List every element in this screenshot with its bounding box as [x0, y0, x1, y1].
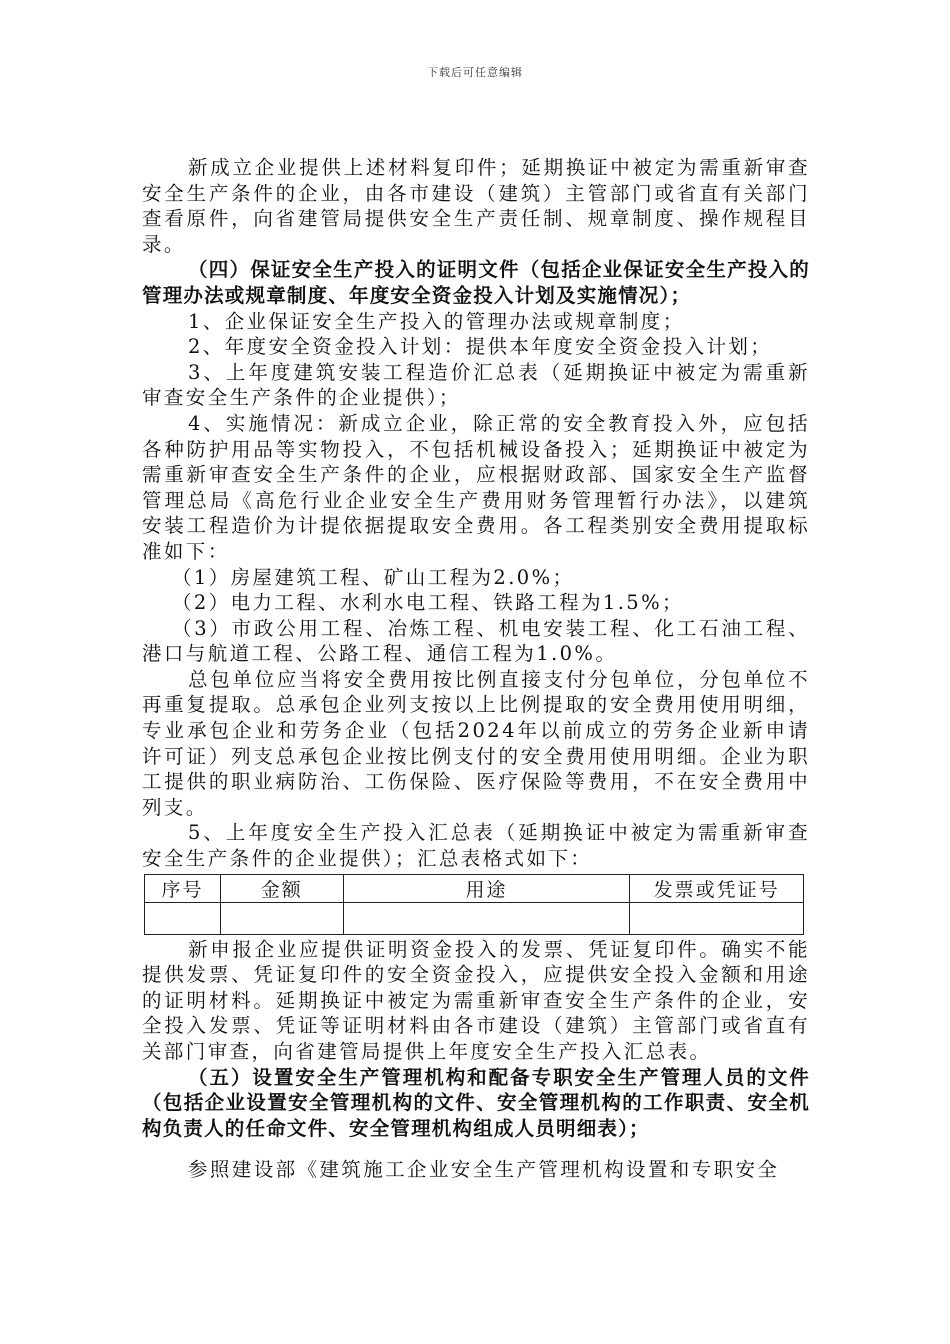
- table-header-row: [145, 874, 804, 902]
- column-header-purpose: 用途: [343, 874, 630, 902]
- rate-item-2: （2）电力工程、水利水电工程、铁路工程为1.5%；: [172, 591, 684, 615]
- table-cell: [343, 902, 630, 934]
- list-item-2: 2、年度安全资金投入计划：提供本年度安全资金投入计划；: [188, 335, 773, 359]
- column-header-amount: 金额: [220, 874, 343, 902]
- table-cell: [145, 902, 221, 934]
- heading-section-4: （四）保证安全生产投入的证明文件（包括企业保证安全生产投入的管理办法或规章制度、年度安全资金投入计划及实施情况）；: [142, 258, 810, 307]
- heading-section-5: （五）设置安全生产管理机构和配备专职安全生产管理人员的文件（包括企业设置安全管理机构的文件、安全管理机构的工作职责、安全机构负责人的任命文件、安全管理机构组成人员明细表）；: [142, 1065, 810, 1140]
- rate-item-1: （1）房屋建筑工程、矿山工程为2.0%；: [172, 565, 575, 589]
- document-body: [142, 155, 810, 1183]
- paragraph-new-applicants: 新申报企业应提供证明资金投入的发票、凭证复印件。确实不能提供发票、凭证复印件的安全资金投入，应提供安全投入金额和用途的证明材料。延期换证中被定为需重新审查安全生产条件的企业，安全投入发票、凭证等证明材料由各市建设（建筑）主管部门或省直有关部门审查，向省建管局提供上年度安全生产投入汇总表。: [142, 937, 810, 1063]
- list-item-5: 5、上年度安全生产投入汇总表（延期换证中被定为需重新审查安全生产条件的企业提供）；汇总表格式如下：: [142, 821, 810, 871]
- column-header-number: 序号: [145, 874, 221, 902]
- paragraph-subcontract: 总包单位应当将安全费用按比例直接支付分包单位，分包单位不再重复提取。总承包企业列支按以上比例提取的安全费用使用明细，专业承包企业和劳务企业（包括2024年以前成立的劳务企业新申请许可证）列支总承包企业按比例支付的安全费用使用明细。企业为职工提供的职业病防治、工伤保险、医疗保险等费用，不在安全费用中列支。: [142, 667, 810, 819]
- list-item-4: 4、实施情况：新成立企业，除正常的安全教育投入外，应包括各种防护用品等实物投入，不包括机械设备投入；延期换证中被定为需重新审查安全生产条件的企业，应根据财政部、国家安全生产监督管理总局《高危行业企业安全生产费用财务管理暂行办法》，以建筑安装工程造价为计提依据提取安全费用。各工程类别安全费用提取标准如下：: [142, 411, 810, 563]
- paragraph-materials: 新成立企业提供上述材料复印件；延期换证中被定为需重新审查安全生产条件的企业，由各市建设（建筑）主管部门或省直有关部门查看原件，向省建管局提供安全生产责任制、规章制度、操作规程目录。: [142, 156, 810, 256]
- table-cell: [220, 902, 343, 934]
- rate-item-3: （3）市政公用工程、冶炼工程、机电安装工程、化工石油工程、港口与航道工程、公路工程、通信工程为1.0%。: [142, 616, 810, 666]
- summary-table: [144, 874, 804, 935]
- column-header-invoice: 发票或凭证号: [630, 874, 804, 902]
- list-item-3: 3、上年度建筑安装工程造价汇总表（延期换证中被定为需重新审查安全生产条件的企业提供）；: [142, 360, 810, 410]
- header-note: 下载后可任意编辑: [427, 66, 523, 79]
- paragraph-reference: 参照建设部《建筑施工企业安全生产管理机构设置和专职安全: [188, 1158, 780, 1182]
- table-row: [145, 902, 804, 934]
- list-item-1: 1、企业保证安全生产投入的管理办法或规章制度；: [188, 309, 685, 333]
- table-cell: [630, 902, 804, 934]
